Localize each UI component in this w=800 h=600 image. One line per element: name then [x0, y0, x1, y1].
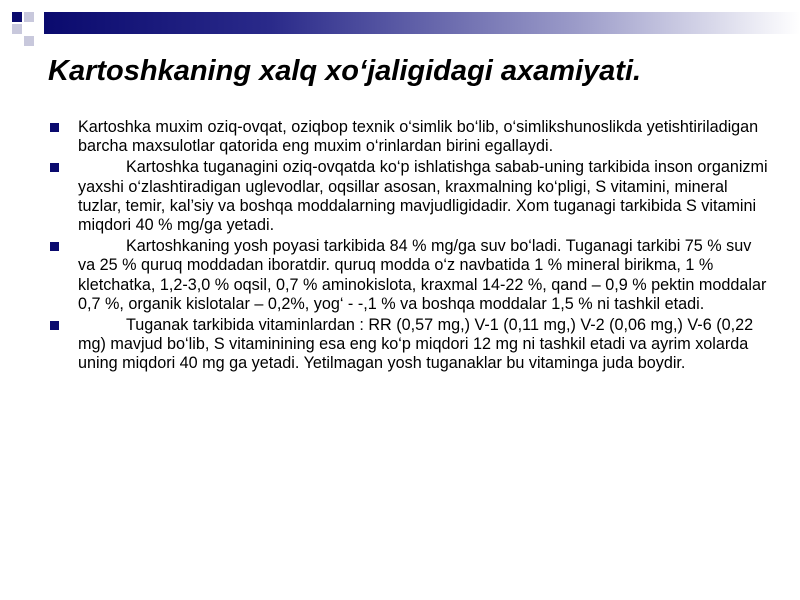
slide-title: Kartoshkaning xalq xo‘jaligidagi axamiyati.: [48, 55, 642, 87]
square-bullet-icon: [50, 163, 59, 172]
bullet-item-3: [48, 237, 768, 314]
corner-square-2: [24, 12, 34, 22]
bullet-item-2: [48, 158, 768, 235]
square-bullet-icon: [50, 321, 59, 330]
bullet-text: Kartoshka muxim oziq-ovqat, oziqbop texnik o‘simlik bo‘lib, o‘simlikshunoslikda yetishtiriladigan barcha maxsulotlar qatorida eng muxim o‘rinlardan birini egallaydi.: [78, 118, 759, 156]
square-bullet-icon: [50, 123, 59, 132]
bullet-item-1: [48, 118, 768, 156]
corner-square-1: [12, 12, 22, 22]
bullet-text: Kartoshka tuganagini oziq-ovqatda ko‘p ishlatishga sabab-uning tarkibida inson organizmi yaxshi o‘zlashtiradigan uglevodlar, oqsillar asosan, kraxmalning ko‘pligi, S vitamini, mineral tuzlar, temir, kal’siy va boshqa moddalarning mavjudligidadir. Xom tuganagi tarkibida S vitamini miqdori 40 % mg/ga yetadi.: [78, 158, 768, 235]
corner-square-4: [24, 36, 34, 46]
bullet-item-4: [48, 316, 768, 374]
corner-square-3: [12, 24, 22, 34]
square-bullet-icon: [50, 242, 59, 251]
bullet-text: Tuganak tarkibida vitaminlardan : RR (0,57 mg,) V-1 (0,11 mg,) V-2 (0,06 mg,) V-6 (0,22 mg) mavjud bo‘lib, S vitaminining esa eng ko‘p miqdori 12 mg ni tashkil etadi va ayrim xolarda uning miqdori 40 mg ga yetadi. Yetilmagan yosh tuganaklar bu vitaminga juda boydir.: [78, 316, 754, 373]
bullet-list: [48, 118, 768, 376]
bullet-text: Kartoshkaning yosh poyasi tarkibida 84 % mg/ga suv bo‘ladi. Tuganagi tarkibi 75 % suv va 25 % quruq moddadan iboratdir. quruq modda o‘z navbatida 1 % mineral birikma, 1 % kletchatka, 1,2-3,0 % oqsil, 0,7 % aminokislota, kraxmal 14-22 %, qand – 0,9 % pektin moddalar 0,7 %, organik kislotalar – 0,2%, yog‘ - -,1 % va boshqa moddalar 1,5 % ni tashkil etadi.: [78, 237, 767, 313]
header-gradient-bar: [44, 12, 800, 34]
